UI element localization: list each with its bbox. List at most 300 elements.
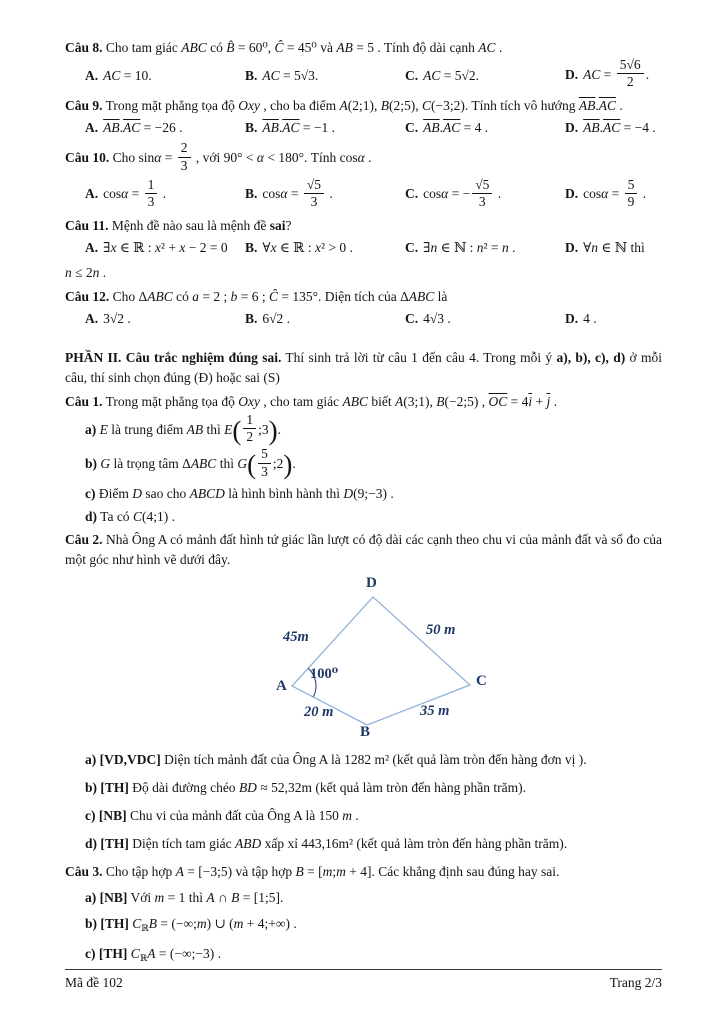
text-segment: là trọng tâm Δ [110, 456, 191, 472]
text-segment: AB [336, 40, 353, 55]
text-segment: AC [478, 40, 496, 55]
question-11-options [65, 238, 662, 258]
text-segment: Câu 2. [65, 531, 103, 547]
fraction-numerator: 1 [145, 178, 158, 194]
option-letter: D. [565, 186, 579, 202]
text-segment: b) [85, 456, 98, 472]
text-segment: Câu 12. [65, 289, 110, 305]
option-11c [405, 238, 565, 258]
option-letter: A. [85, 186, 99, 202]
p2-q2-item-d [65, 834, 662, 854]
text-segment: là [434, 289, 448, 305]
option-text [262, 311, 290, 326]
side-label-ad: 45m [283, 628, 309, 645]
text-segment: Cho sin [109, 150, 155, 166]
text-segment: (−3;2). Tính tích vô hướng [431, 98, 579, 114]
text-segment: α [441, 186, 449, 202]
text-segment: ở mỗi câu, thí sinh chọn đúng (Đ) hoặc sai (S) [65, 350, 662, 386]
text-segment: Câu 10. [65, 150, 110, 166]
text-segment: Với [127, 889, 155, 905]
text-segment: sai [269, 218, 286, 234]
text-segment: ABC [181, 40, 207, 55]
option-letter: D. [565, 240, 579, 256]
text-segment: (−2;5) , [444, 394, 489, 410]
text-segment: Trong mặt phẳng tọa độ [102, 98, 239, 114]
text-segment: ( [232, 415, 242, 446]
text-segment: ABC [190, 456, 217, 472]
text-segment: 4√3 . [423, 311, 451, 327]
text-segment: B [231, 889, 240, 905]
text-segment: Câu 9. [65, 98, 103, 114]
text-segment: có [172, 289, 193, 305]
text-segment: B [148, 915, 157, 931]
text-segment: α [280, 186, 288, 202]
text-segment: cos [262, 186, 281, 202]
text-segment: = 60⁰, [234, 40, 275, 55]
p2-q1-item-b [65, 446, 662, 481]
fraction-numerator: √5 [304, 178, 324, 194]
text-segment: Ĉ [274, 40, 284, 55]
text-segment: a) [85, 421, 97, 437]
text-segment: AC [583, 66, 601, 82]
fraction [472, 178, 492, 209]
option-10a [85, 176, 245, 211]
text-segment: 3√2 . [103, 311, 131, 327]
fraction-numerator: 5√6 [617, 58, 644, 74]
text-segment: cos [423, 186, 442, 202]
option-text [423, 311, 451, 326]
text-segment: ) ∪ ( [206, 915, 234, 931]
option-letter: C. [405, 186, 419, 202]
text-segment: ∈ ℝ : [276, 240, 316, 256]
question-9 [65, 96, 662, 138]
text-segment: xấp xỉ 443,16m² (kết quả làm tròn đến hàng phần trăm). [261, 835, 568, 851]
text-segment: , cho ba điểm [260, 98, 340, 114]
text-segment: Trong mặt phẳng tọa độ [102, 394, 239, 410]
text-segment: Ta có [97, 508, 133, 524]
option-12c [405, 309, 565, 329]
text-segment: . [326, 186, 333, 202]
text-segment: ² > 0 . [321, 240, 353, 256]
option-8d [565, 57, 662, 91]
option-text [103, 120, 182, 135]
text-segment: = 1 thì [164, 889, 207, 905]
text-segment: D [132, 485, 142, 501]
option-11a [85, 238, 245, 258]
text-segment: , với 90° < [192, 150, 257, 166]
vector-notation: $\overline{AB}$ [578, 98, 596, 114]
text-segment: ∈ ℝ : [116, 240, 155, 256]
text-segment: n [92, 265, 100, 281]
text-segment: AC [423, 67, 441, 83]
option-letter: C. [405, 67, 419, 83]
text-segment: , cho tam giác [260, 394, 343, 410]
text-segment: ∀ [583, 240, 592, 256]
text-segment: ∃ [423, 240, 431, 256]
text-segment: Oxy [238, 98, 261, 114]
text-segment: B [380, 98, 389, 114]
option-10c [405, 176, 565, 211]
text-segment: ABC [342, 394, 368, 410]
text-segment: . [277, 421, 282, 437]
fraction [243, 413, 256, 444]
text-segment: x [110, 240, 117, 256]
option-letter: B. [245, 186, 258, 202]
text-segment: α [121, 186, 129, 202]
text-segment: Câu 8. [65, 40, 103, 55]
text-segment: ℝ [141, 922, 149, 933]
text-segment: G [237, 456, 248, 472]
question-11 [65, 216, 662, 283]
fraction-denominator: 2 [626, 74, 634, 90]
option-letter: D. [565, 66, 579, 82]
vertex-label-d: D [366, 574, 377, 591]
text-segment: ≈ 52,32m (kết quả làm tròn đến hàng phần trăm). [256, 779, 527, 795]
option-text [423, 176, 502, 209]
option-text [423, 120, 488, 135]
option-8b [245, 66, 405, 86]
text-segment: = [−3;5) và tập hợp [183, 863, 296, 879]
text-segment: AB [186, 421, 204, 437]
text-segment: (2;1), [347, 98, 381, 114]
option-letter: D. [565, 311, 579, 327]
vector-notation: $\overline{j}$ [546, 394, 551, 410]
text-segment: ∈ ℕ thì [598, 240, 645, 256]
p2-q2-item-c [65, 806, 662, 826]
fraction-denominator: 2 [246, 429, 254, 445]
text-segment: Độ dài đường chéo [128, 779, 239, 795]
fraction [145, 178, 158, 209]
text-segment: a), b), c), d) [556, 350, 626, 366]
text-segment: có [206, 40, 227, 55]
text-segment: . [351, 807, 359, 823]
vector-notation: $\overline{AC}$ [123, 120, 141, 136]
text-segment: = − [448, 186, 471, 202]
side-label-ab: 20 m [304, 703, 334, 720]
text-segment: = [608, 186, 623, 202]
text-segment: E [224, 421, 233, 437]
text-segment: ≤ 2 [71, 265, 93, 281]
fraction-numerator: 5 [625, 178, 638, 194]
option-text [262, 176, 333, 209]
text-segment: B [436, 394, 445, 410]
text-segment: . [508, 240, 516, 256]
text-segment: ABC [408, 289, 435, 305]
fraction [178, 141, 191, 172]
text-segment: ² + [160, 240, 180, 256]
vector-notation: $\overline{AC}$ [282, 120, 300, 136]
text-segment: = [287, 186, 302, 202]
option-text [583, 240, 645, 255]
text-segment: (4;1) . [141, 508, 175, 524]
text-segment: . [639, 186, 647, 202]
text-segment: x [315, 240, 322, 256]
text-segment: ℝ [139, 952, 148, 963]
text-segment: m [233, 915, 244, 931]
text-segment: A [339, 98, 348, 114]
text-segment: BD [238, 779, 257, 795]
option-9a [85, 118, 245, 138]
text-segment: x [154, 240, 161, 256]
option-letter: B. [245, 67, 258, 83]
fraction-denominator: 3 [310, 193, 318, 209]
text-segment: = 2 ; [198, 289, 231, 305]
fraction [258, 447, 271, 478]
fraction-numerator: √5 [472, 178, 492, 194]
text-segment: . [494, 186, 502, 202]
text-segment: . [278, 120, 283, 136]
option-text [103, 68, 152, 83]
text-segment: c) [NB] [85, 807, 127, 823]
text-segment: thì [203, 421, 225, 437]
text-segment: Cho tập hợp [102, 863, 176, 879]
fraction [617, 58, 644, 89]
option-letter: C. [405, 240, 419, 256]
text-segment: AC [262, 67, 280, 83]
text-segment: b) [TH] [85, 779, 129, 795]
text-segment: c) [TH] [85, 945, 128, 961]
option-letter: C. [405, 120, 419, 136]
fraction-numerator: 5 [258, 447, 271, 463]
text-segment: biết [368, 394, 395, 410]
part2-question-1 [65, 392, 662, 527]
text-segment: = 4 [507, 394, 529, 410]
text-segment: Mệnh đề nào sau là mệnh đề [108, 218, 270, 234]
page-footer [65, 969, 662, 992]
text-segment: 4 . [583, 311, 597, 327]
option-10d [565, 176, 662, 211]
text-segment: m [154, 889, 165, 905]
p2-q1-item-d [65, 507, 662, 527]
text-segment: = (−∞; [157, 915, 197, 931]
text-segment: . [495, 40, 503, 55]
vector-notation: $\overline{AC}$ [443, 120, 461, 136]
text-segment: = 45⁰ và [283, 40, 337, 55]
question-12-options [65, 309, 662, 329]
text-segment: d) [TH] [85, 835, 129, 851]
part2-question-2 [65, 530, 662, 854]
question-8 [65, 38, 662, 91]
text-segment: = (−∞;−3) . [155, 945, 221, 961]
text-segment: . [645, 66, 650, 82]
text-segment: Ĉ [268, 289, 278, 305]
text-segment: = [ [303, 863, 323, 879]
question-11-continuation [65, 263, 662, 283]
text-segment: . [550, 394, 558, 410]
fraction-denominator: 3 [180, 157, 188, 173]
text-segment: = 5√2. [440, 67, 480, 83]
text-segment: Nhà Ông A có mảnh đất hình tứ giác lần lượt có độ dài các cạnh theo chu vi của mảnh đất và số đo của một góc như hình vẽ dưới đây. [65, 531, 662, 567]
option-letter: B. [245, 120, 258, 136]
fraction-denominator: 3 [478, 193, 486, 209]
text-segment: là hình bình hành thì [224, 485, 344, 501]
part2-question-3 [65, 862, 662, 968]
text-segment: = 135°. Diện tích của Δ [277, 289, 409, 305]
option-11b [245, 238, 405, 258]
text-segment: 6√2 . [262, 311, 291, 327]
vector-notation: $\overline{AC}$ [603, 120, 621, 136]
text-segment: ∩ [214, 889, 232, 905]
p2-q3-statement [65, 862, 662, 882]
vertex-label-b: B [360, 723, 371, 740]
text-segment: thì [216, 456, 238, 472]
text-segment: A [147, 945, 156, 961]
text-segment: C [132, 915, 142, 931]
text-segment: = 10. [120, 67, 152, 83]
option-text [103, 176, 167, 209]
text-segment: α [256, 150, 264, 166]
text-segment: + [532, 394, 547, 410]
text-segment: PHẦN II. Câu trắc nghiệm đúng sai. [65, 350, 282, 366]
option-text [423, 240, 515, 255]
text-segment: C [132, 508, 142, 524]
p2-q1-item-c [65, 484, 662, 504]
text-segment: = [161, 150, 176, 166]
text-segment: − 2 = 0 [185, 240, 228, 256]
option-text [262, 240, 353, 255]
text-segment: Chu vi của mảnh đất của Ông A là 150 [126, 807, 343, 823]
text-segment: . [599, 120, 603, 136]
fraction-denominator: 3 [261, 463, 268, 479]
p2-q3-item-a [65, 888, 662, 908]
option-letter: A. [85, 67, 99, 83]
text-segment: . [99, 265, 107, 281]
option-9b [245, 118, 405, 138]
question-10 [65, 140, 662, 211]
diagram-lines [65, 572, 662, 742]
option-text [583, 176, 647, 209]
text-segment: c) [85, 485, 96, 501]
question-8-options [65, 57, 662, 91]
part2-heading [65, 348, 662, 388]
fraction-denominator: 9 [627, 193, 635, 209]
vector-notation: $\overline{AB}$ [423, 120, 440, 136]
text-segment: . [615, 98, 623, 114]
vector-notation: $\overline{i}$ [528, 394, 533, 410]
text-segment: ; [332, 863, 337, 879]
text-segment: ² = [483, 240, 502, 256]
angle-label: 100⁰ [310, 665, 339, 682]
text-segment: A [395, 394, 404, 410]
option-text [423, 68, 479, 83]
text-segment: D [343, 485, 354, 501]
text-segment: < 180°. Tính cos [264, 150, 358, 166]
text-segment: A [175, 863, 184, 879]
text-segment: Câu 11. [65, 218, 109, 234]
text-segment: (3;1), [403, 394, 437, 410]
text-segment: là trung điểm [107, 421, 187, 437]
text-segment: ∀ [262, 240, 271, 256]
fraction-denominator: 3 [147, 193, 155, 209]
fraction [625, 178, 638, 209]
text-segment: ( [247, 450, 257, 481]
question-10-options [65, 176, 662, 211]
option-text [583, 311, 597, 326]
text-segment: A [206, 889, 215, 905]
text-segment: = −1 . [299, 120, 336, 136]
text-segment: x [179, 240, 186, 256]
text-segment: = 6 ; [237, 289, 269, 305]
text-segment: = [600, 66, 615, 82]
p2-q1-statement [65, 392, 662, 412]
text-segment: = [1;5]. [239, 889, 284, 905]
text-segment: = [128, 186, 143, 202]
p2-q3-item-b [65, 914, 662, 938]
option-8a [85, 66, 245, 86]
option-letter: B. [245, 240, 258, 256]
text-segment: = −4 . [620, 120, 656, 136]
text-segment: B [295, 863, 304, 879]
option-letter: A. [85, 240, 99, 256]
text-segment: α [601, 186, 609, 202]
vector-notation: $\overline{AB}$ [583, 120, 600, 136]
text-segment: ABCD [189, 485, 225, 501]
option-text [103, 240, 227, 255]
text-segment: C [130, 945, 140, 961]
vector-notation: $\overline{AC}$ [598, 98, 616, 114]
text-segment: . [159, 186, 167, 202]
text-segment: a [192, 289, 199, 305]
question-9-options [65, 118, 662, 138]
text-segment: m [322, 863, 333, 879]
text-segment: = 4 . [460, 120, 489, 136]
text-segment: = 5 . Tính độ dài cạnh [352, 40, 479, 55]
text-segment: ;2 [272, 456, 284, 472]
option-11d [565, 238, 662, 258]
option-letter: A. [85, 120, 99, 136]
text-segment: ∈ ℕ : [437, 240, 477, 256]
p2-q1-item-a [65, 412, 662, 446]
option-letter: A. [85, 311, 99, 327]
p2-q2-item-a [65, 750, 662, 770]
text-segment: Cho Δ [109, 289, 148, 305]
text-segment: x [270, 240, 277, 256]
text-segment: n [65, 265, 72, 281]
option-12d [565, 309, 662, 329]
text-segment: sao cho [142, 485, 190, 501]
text-segment: ABC [147, 289, 173, 305]
text-segment: m [342, 807, 352, 823]
option-12b [245, 309, 405, 329]
option-12a [85, 309, 245, 329]
option-9d [565, 118, 662, 138]
question-9-statement [65, 96, 662, 116]
text-segment: a) [VD,VDC] [85, 751, 161, 767]
text-segment: Diện tích mảnh đất của Ông A là 1282 m² (kết quả làm tròn đến hàng đơn vị ). [160, 751, 587, 767]
side-label-bc: 35 m [420, 702, 450, 719]
text-segment: . [595, 98, 599, 114]
option-letter: B. [245, 311, 258, 327]
text-segment: Oxy [238, 394, 261, 410]
text-segment: ∃ [103, 240, 111, 256]
question-12-statement [65, 287, 662, 307]
vertex-label-c: C [476, 672, 487, 689]
text-segment: G [100, 456, 111, 472]
text-segment: AC [103, 67, 121, 83]
text-segment: b) [TH] [85, 915, 129, 931]
text-segment: C [422, 98, 432, 114]
vector-notation: $\overline{AB}$ [262, 120, 279, 136]
text-segment: cos [583, 186, 602, 202]
text-segment: Cho tam giác [102, 40, 182, 55]
p2-q2-item-b [65, 778, 662, 798]
text-segment: E [99, 421, 108, 437]
option-text [103, 311, 131, 326]
text-segment: . [292, 456, 296, 472]
text-segment: cos [103, 186, 122, 202]
text-segment: . [364, 150, 372, 166]
question-12 [65, 287, 662, 329]
